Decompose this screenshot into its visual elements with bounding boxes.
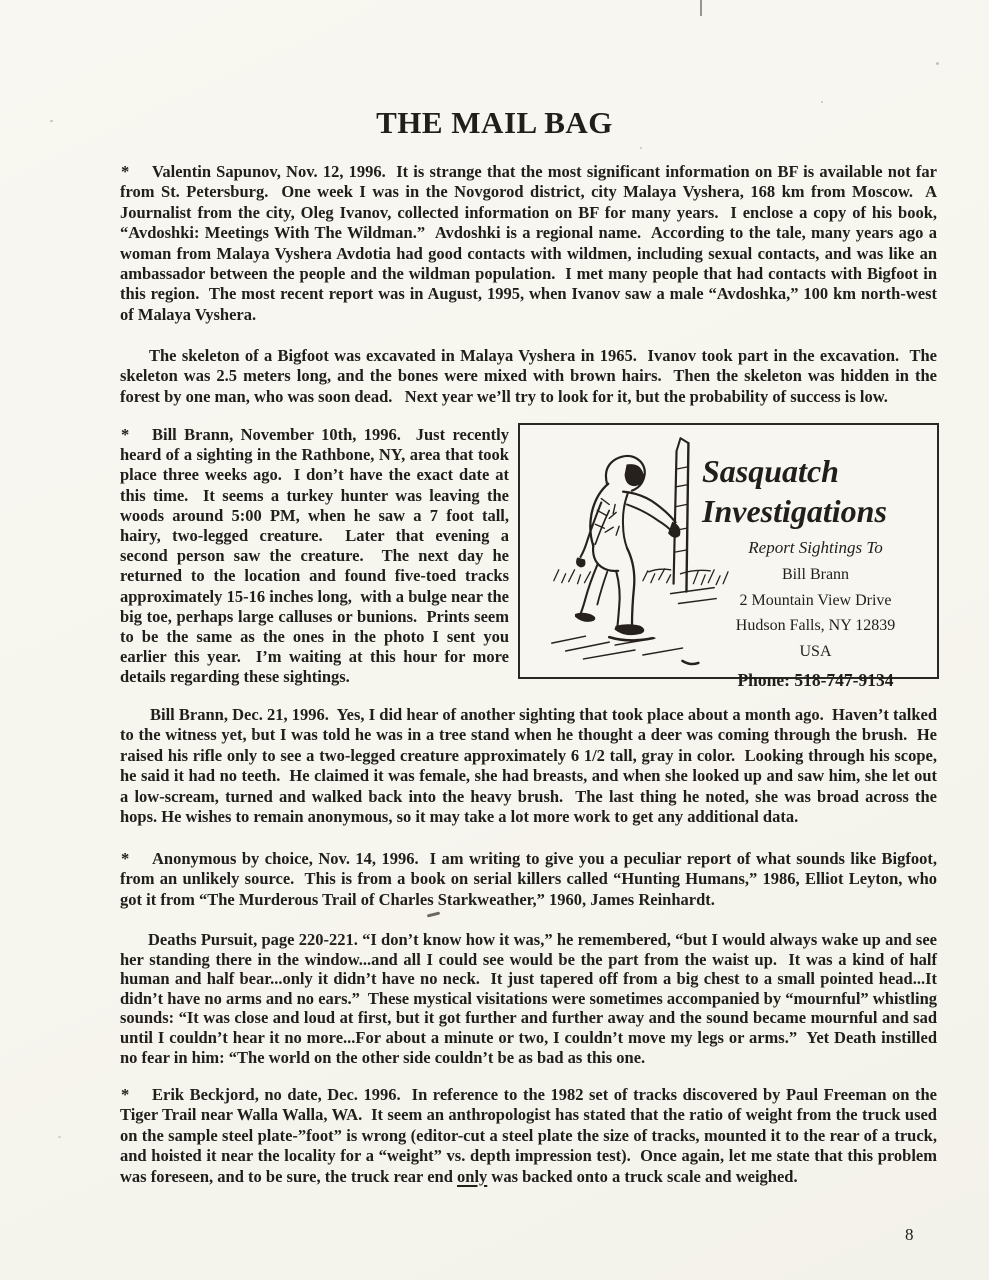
bigfoot-walking-sketch-illustration [532,435,730,673]
scan-speck [936,62,939,65]
letter-skeleton-text: The skeleton of a Bigfoot was excavated in Malaya Vyshera in 1965. Ivanov took part in the excavation. The skeleton was 2.5 meters long, and the bones were mixed with brown hairs. Then the skeleton was hidden in the forest by one man, who was soon dead. Next year we’ll try to look for it, but the probability of success is low. [120,346,942,406]
letter-beckjord-underlined-word: only [457,1166,488,1186]
letter-sapunov-text: Valentin Sapunov, Nov. 12, 1996. It is strange that the most significant information on BF is available not far from St. Petersburg. One week I was in the Novgorod district, city Malaya Vyshera, 168 km from Moscow. A Journalist from the city, Oleg Ivanov, collected information on BF for many years. I enclose a copy of his book, “Avdoshki: Meetings With The Wildman.” Avdoshki is a regional name. According to the tale, many years ago a woman from Malaya Vyshera Avdotia had good contacts with wildmen, including sexual contacts, and was like an ambassador between the people and the wildman population. I met many people that had contacts with Bigfoot in this region. The most recent report was in August, 1995, when Ivanov saw a male “Avdoshka,” 100 km north-west of Malaya Vyshera. [120,162,942,324]
letter-deaths-pursuit [120,930,942,1067]
scan-speck [640,147,642,149]
scan-artifact-line [700,0,702,16]
ad-tagline: Report Sightings To [748,538,883,557]
letter-beckjord-text-after: was backed onto a truck scale and weighed. [487,1166,798,1186]
scan-artifact-mark [427,911,440,917]
letter-brann-december-text: Bill Brann, Dec. 21, 1996. Yes, I did hear of another sighting that took place about a month ago. Haven’t talked to the witness yet, but I was told he was in a tree stand when he thought a deer was coming through the brush. He raised his rifle only to see a two-legged creature approximately 6 1/2 tall, gray in color. Looking through his scope, he said it had no teeth. He claimed it was female, she had breasts, and when she looked up and saw him, she let out a low-scream, turned and walked back into the heavy brush. The last thing he noted, she was broad across the hops. He wishes to remain anonymous, so it may take a lot more work to get any additional data. [120,705,942,827]
ad-address-line1: 2 Mountain View Drive [739,591,892,609]
page-title: THE MAIL BAG [376,105,613,140]
letter-brann-november [120,425,514,688]
bullet-asterisk: * [121,1085,130,1104]
letter-brann-december [120,705,942,827]
ad-address-line2: Hudson Falls, NY 12839 [735,617,896,634]
page-number: 8 [905,1225,914,1244]
ad-title-line1: Sasquatch [702,453,839,489]
scan-speck [821,101,823,103]
letter-anonymous-text: Anonymous by choice, Nov. 14, 1996. I am writing to give you a peculiar report of what sounds like Bigfoot, from an unlikely source. This is from a book on serial killers called “Hunting Humans,” 1986, Elliot Leyton, who got it from “The Murderous Trail of Charles Starkweather,” 1960, James Reinhardt. [120,849,942,909]
letter-brann-november-text: Bill Brann, November 10th, 1996. Just recently heard of a sighting in the Rathbone, NY, area that took place three weeks ago. I don’t have the exact date at this time. It seems a turkey hunter was leaving the woods around 5:00 PM, when he saw a 7 foot tall, hairy, two-legged creature. Later that evening a second person saw the creature. The next day he returned to the location and found five-toed tracks approximately 15-16 inches long, with a bulge near the big toe, perhaps large calluses or bunions. Prints seem to be the same as the ones in the photo I sent you earlier this year. I’m waiting at this hour for more details regarding these sightings. [120,425,514,687]
ad-country: USA [799,642,832,660]
bullet-asterisk: * [121,162,130,181]
bullet-asterisk: * [121,425,130,444]
letter-sapunov-followup [120,346,942,407]
sasquatch-investigations-ad [518,423,939,690]
ad-text-block [702,451,929,690]
letter-beckjord-text-before: Erik Beckjord, no date, Dec. 1996. In reference to the 1982 set of tracks discovered by Paul Freeman on the Tiger Trail near Walla Walla, WA. It seem an anthropologist has stated that the ratio of weight from the truck used on the sample steel plate-”foot” is wrong (editor-cut a steel plate the size of tracks, mounted it to the rear of a truck, and hoisted it near the locality for a “weight” vs. depth impression test). Once again, let me state that this problem was foreseen, and to be sure, the truck rear end [120,1085,942,1186]
ad-phone: Phone: 518-747-9134 [737,670,894,690]
letter-sapunov [120,162,942,325]
ad-contact-name: Bill Brann [781,566,850,583]
bullet-asterisk: * [121,849,130,868]
scan-speck [58,1136,61,1138]
letter-beckjord [120,1085,942,1187]
letter-anonymous [120,849,942,910]
letter-deaths-pursuit-text: Deaths Pursuit, page 220-221. “I don’t know how it was,” he remembered, “but I would always wake up and see her standing there in the window...and all I could see would be the part from the waist up. It was a kind of half human and half bear...only it didn’t have no neck. It just tapered off from a big chest to a small pointed head...It didn’t have no arms and no ears.” These mystical visitations were sometimes accompanied by “mournful” whistling sounds: “It was close and loud at first, but it got further and further away and the sound became mournful and sad until I couldn’t hear it no more...For about a minute or two, I couldn’t move my legs or arms.” Yet Death instilled no fear in him: “The world on the other side couldn’t be as bad as this one. [120,930,942,1067]
ad-title-line2: Investigations [702,493,887,529]
